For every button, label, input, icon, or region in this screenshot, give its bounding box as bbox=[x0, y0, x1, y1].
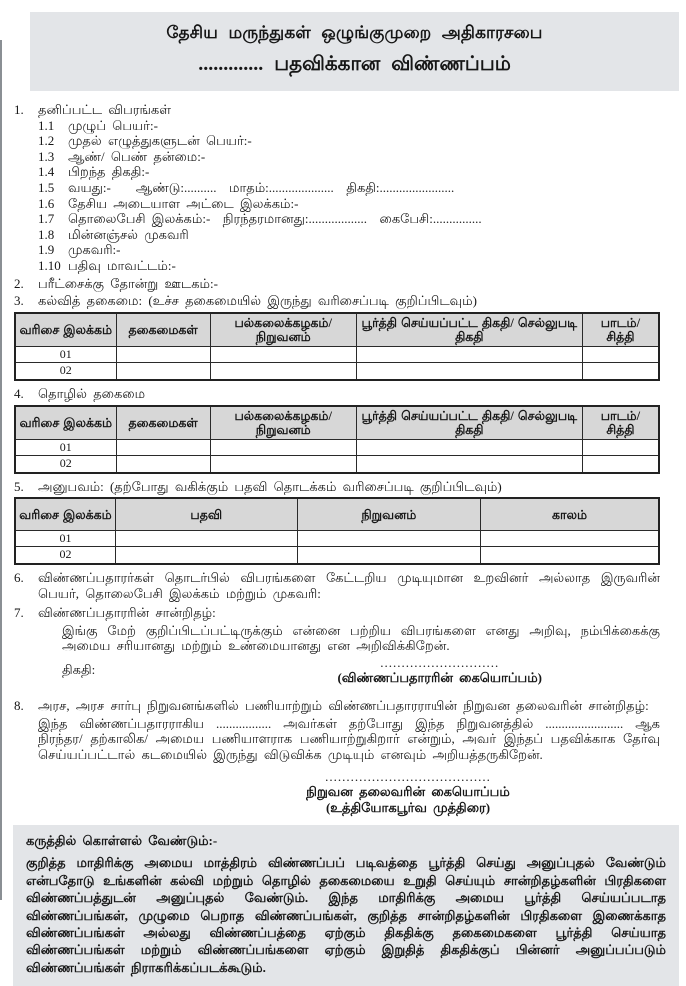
serial-cell: 02 bbox=[15, 363, 116, 380]
applicant-signature-block bbox=[337, 656, 542, 686]
table-row bbox=[15, 456, 659, 473]
authority-title: தேசிய மருந்துகள் ஒழுங்குமுறை அதிகாரசபை bbox=[166, 23, 543, 42]
signature-dotted-line: ............................ bbox=[380, 654, 500, 670]
item-number: 1.6 bbox=[38, 195, 55, 211]
section-title: கல்வித் தகைமை: (உச்ச தகைமையில் இருந்து வரிசைப்படி குறிப்பிடவும்) bbox=[38, 293, 477, 309]
col-header-completion-date: பூர்த்தி செய்யப்பட்ட திகதி/ செல்லுபடி திகதி bbox=[356, 313, 582, 347]
section-number: 3. bbox=[14, 293, 24, 309]
section-number: 4. bbox=[14, 385, 24, 401]
personal-item-email bbox=[38, 227, 660, 243]
notice-title: கருத்தில் கொள்ளல் வேண்டும்:- bbox=[26, 833, 218, 849]
section-number: 2. bbox=[14, 275, 24, 291]
section-title: அரச, அரச சார்பு நிறுவனங்களில் பணியாற்றும் விண்ணப்பதாரராயின் நிறுவன தலைவரின் சான்றிதழ்: bbox=[38, 697, 649, 713]
table-row bbox=[15, 439, 659, 456]
table-row bbox=[15, 547, 659, 564]
col-header-subject-pass: பாடம்/ சித்தி bbox=[582, 313, 659, 347]
col-header-qualifications: தகைமைகள் bbox=[116, 406, 210, 440]
experience-table bbox=[14, 497, 660, 565]
item-number: 1.4 bbox=[38, 164, 55, 180]
empty-cell bbox=[116, 439, 210, 456]
section-title: அனுபவம்: (தற்போது வகிக்கும் பதவி தொடக்கம் வரிசைப்படி குறிப்பிடவும்) bbox=[38, 478, 502, 494]
section-education-qualifications bbox=[14, 293, 660, 309]
item-number: 1.3 bbox=[38, 148, 55, 164]
education-qualifications-table bbox=[14, 312, 660, 381]
item-label: பிறந்த திகதி:- bbox=[68, 164, 150, 180]
col-header-institution: நிறுவனம் bbox=[297, 498, 481, 530]
section-number: 8. bbox=[14, 697, 24, 713]
item-number: 1.1 bbox=[38, 117, 55, 133]
empty-cell bbox=[582, 439, 659, 456]
empty-cell bbox=[582, 456, 659, 473]
serial-cell: 02 bbox=[15, 456, 116, 473]
table-row bbox=[15, 530, 659, 547]
item-label: முழுப் பெயர்:- bbox=[68, 117, 158, 133]
col-header-serial-number: வரிசை இலக்கம் bbox=[15, 313, 116, 347]
item-number: 1.7 bbox=[38, 211, 55, 227]
official-seal-label: (உத்தியோகபூர்வ முத்திரை) bbox=[325, 800, 491, 816]
empty-cell bbox=[356, 346, 582, 363]
col-header-period: காலம் bbox=[481, 498, 659, 530]
empty-cell bbox=[356, 439, 582, 456]
institution-head-signature-label: நிறுவன தலைவரின் கையொப்பம் bbox=[306, 784, 510, 800]
section-number: 1. bbox=[14, 102, 24, 117]
item-number: 1.2 bbox=[38, 133, 55, 149]
col-header-qualifications: தகைமைகள் bbox=[116, 313, 210, 347]
col-header-serial-number: வரிசை இலக்கம் bbox=[15, 498, 115, 530]
empty-cell bbox=[582, 363, 659, 380]
empty-cell bbox=[116, 346, 210, 363]
form-title: ............. பதவிக்கான விண்ணப்பம் bbox=[198, 53, 511, 75]
section-exam-medium bbox=[14, 276, 660, 292]
section-title: தொழில் தகைமை bbox=[38, 385, 146, 401]
section-professional-qualifications bbox=[14, 386, 660, 402]
item-label: மின்னஞ்சல் முகவரி bbox=[68, 226, 189, 242]
section-number: 7. bbox=[14, 605, 24, 621]
col-header-university-institution: பல்கலைக்கழகம்/ நிறுவனம் bbox=[210, 406, 356, 440]
section-head-certificate bbox=[14, 698, 660, 714]
empty-cell bbox=[115, 547, 297, 564]
personal-item-full-name bbox=[38, 118, 660, 134]
section-title: பரீட்சைக்கு தோன்று ஊடகம்:- bbox=[38, 275, 218, 291]
empty-cell bbox=[481, 547, 659, 564]
declaration-signature-row bbox=[14, 656, 660, 686]
item-number: 1.10 bbox=[38, 257, 61, 273]
serial-cell: 01 bbox=[15, 346, 116, 363]
item-label: பதிவு மாவட்டம்:- bbox=[68, 257, 176, 273]
notice-text: குறித்த மாதிரிக்கு அமைய மாத்திரம் விண்ணப்பப் படிவத்தை பூர்த்தி செய்து அனுப்புதல் வேண்டும் என்பதோடு உங்களின் கல்வி மற்றும் தொழில் தகைமையை உறுதி செய்யும் சான்றிதழ்களின் பிரதிகளை விண்ணப்பத்துடன் அனுப்புதல் வேண்டும். இந்த மாதிரிக்கு அமைய பூர்த்தி செய்யப்படாத விண்ணப்பங்கள், முழுமை பெறாத விண்ணப்பங்கள், குறித்த சான்றிதழ்களின் பிரதிகளை இணைக்காத விண்ணப்பங்கள் அல்லது விண்ணப்பத்தை ஏற்கும் திகதிக்கு தகைமைகளை பூர்த்தி செய்யாத விண்ணப்பங்கள் மற்றும் விண்ணப்பங்களை ஏற்கும் இறுதித் திகதிக்குப் பின்னர் அனுப்பப்படும் விண்ணப்பங்கள் நிராகரிக்கப்படக்கூடும். bbox=[26, 855, 666, 975]
item-label: ஆண்/ பெண் தன்மை:- bbox=[68, 148, 206, 164]
applicant-signature-label: (விண்ணப்பதாரரின் கையொப்பம்) bbox=[337, 669, 542, 685]
table-header-row bbox=[15, 406, 659, 440]
empty-cell bbox=[481, 530, 659, 547]
col-header-university-institution: பல்கலைக்கழகம்/ நிறுவனம் bbox=[210, 313, 356, 347]
empty-cell bbox=[116, 363, 210, 380]
personal-item-telephone bbox=[38, 211, 660, 227]
head-certificate-text: இந்த விண்ணப்பதாரராகிய ................. அவர்கள் தற்போது இந்த நிறுவனத்தில் ........................ ஆக நிரந்தர/ தற்காலிக/ அமைய பணியாளராக பணியாற்றுகிறார் என்றும், அவர் இந்தப் பதவிக்காக தேர்வு செய்யப்பட்டால் கடமையில் இருந்து விடுவிக்க முடியும் எனவும் அறியத்தருகிறேன். bbox=[38, 715, 667, 762]
empty-cell bbox=[210, 346, 356, 363]
empty-cell bbox=[115, 530, 297, 547]
empty-cell bbox=[297, 530, 481, 547]
personal-item-name-with-initials bbox=[38, 133, 660, 149]
section-number: 5. bbox=[14, 478, 24, 494]
notice-box bbox=[13, 825, 679, 986]
item-number: 1.8 bbox=[38, 226, 55, 242]
col-header-post: பதவி bbox=[115, 498, 297, 530]
declaration-text: இங்கு மேற் குறிப்பிடப்பட்டிருக்கும் என்னை பற்றிய விபரங்களை எனது அறிவு, நம்பிக்கைக்கு அமைய சரியானது மற்றும் உண்மையானது என அறிவிக்கிறேன். bbox=[62, 622, 660, 654]
empty-cell bbox=[210, 456, 356, 473]
table-row bbox=[15, 363, 659, 380]
form-body bbox=[0, 91, 686, 816]
empty-cell bbox=[116, 456, 210, 473]
section-title: தனிப்பட்ட விபரங்கள் bbox=[38, 102, 171, 117]
item-label: தொலைபேசி இலக்கம்:- நிரந்தரமானது:.................. கைபேசி:............... bbox=[68, 211, 482, 227]
date-label: திகதி: bbox=[62, 661, 96, 677]
personal-item-age bbox=[38, 180, 660, 196]
section-title: விண்ணப்பதாரர்கள் தொடர்பில் விபரங்களை கேட்டறிய முடியுமான உறவினர் அல்லாத இருவரின் பெயர், தொலைபேசி இலக்கம் மற்றும் முகவரி: bbox=[38, 569, 660, 601]
item-label: முகவரி:- bbox=[68, 242, 121, 258]
section-number: 6. bbox=[14, 569, 24, 585]
empty-cell bbox=[210, 439, 356, 456]
table-header-row bbox=[15, 313, 659, 347]
item-number: 1.9 bbox=[38, 242, 55, 258]
section-personal-details bbox=[14, 102, 660, 118]
signature-dotted-line: ....................................... bbox=[325, 769, 491, 785]
serial-cell: 01 bbox=[15, 530, 115, 547]
page-edge-artifact bbox=[0, 40, 2, 900]
empty-cell bbox=[356, 363, 582, 380]
professional-qualifications-table bbox=[14, 405, 660, 474]
personal-item-gender bbox=[38, 149, 660, 165]
form-header bbox=[30, 12, 679, 91]
empty-cell bbox=[297, 547, 481, 564]
table-row bbox=[15, 346, 659, 363]
personal-item-date-of-birth bbox=[38, 164, 660, 180]
item-label: முதல் எழுத்துகளுடன் பெயர்:- bbox=[68, 133, 252, 149]
personal-item-address bbox=[38, 242, 660, 258]
item-number: 1.5 bbox=[38, 179, 55, 195]
table-header-row bbox=[15, 498, 659, 530]
personal-item-district bbox=[38, 258, 660, 274]
section-referees bbox=[14, 570, 660, 601]
col-header-completion-date: பூர்த்தி செய்யப்பட்ட திகதி/ செல்லுபடி திகதி bbox=[356, 406, 582, 440]
institution-head-signature-block bbox=[298, 770, 518, 816]
scanned-application-form bbox=[0, 12, 686, 986]
empty-cell bbox=[356, 456, 582, 473]
personal-item-nic-number bbox=[38, 196, 660, 212]
section-title: விண்ணப்பதாரரின் சான்றிதழ்: bbox=[38, 605, 216, 621]
serial-cell: 02 bbox=[15, 547, 115, 564]
item-label: தேசிய அடையாள அட்டை இலக்கம்:- bbox=[68, 195, 299, 211]
serial-cell: 01 bbox=[15, 439, 116, 456]
col-header-serial-number: வரிசை இலக்கம் bbox=[15, 406, 116, 440]
section-applicant-declaration bbox=[14, 605, 660, 621]
item-label: வயது:- ஆண்டு:.......... மாதம்:.................... திகதி:....................... bbox=[68, 179, 455, 195]
empty-cell bbox=[210, 363, 356, 380]
empty-cell bbox=[582, 346, 659, 363]
col-header-subject-pass: பாடம்/ சித்தி bbox=[582, 406, 659, 440]
section-experience bbox=[14, 479, 660, 495]
